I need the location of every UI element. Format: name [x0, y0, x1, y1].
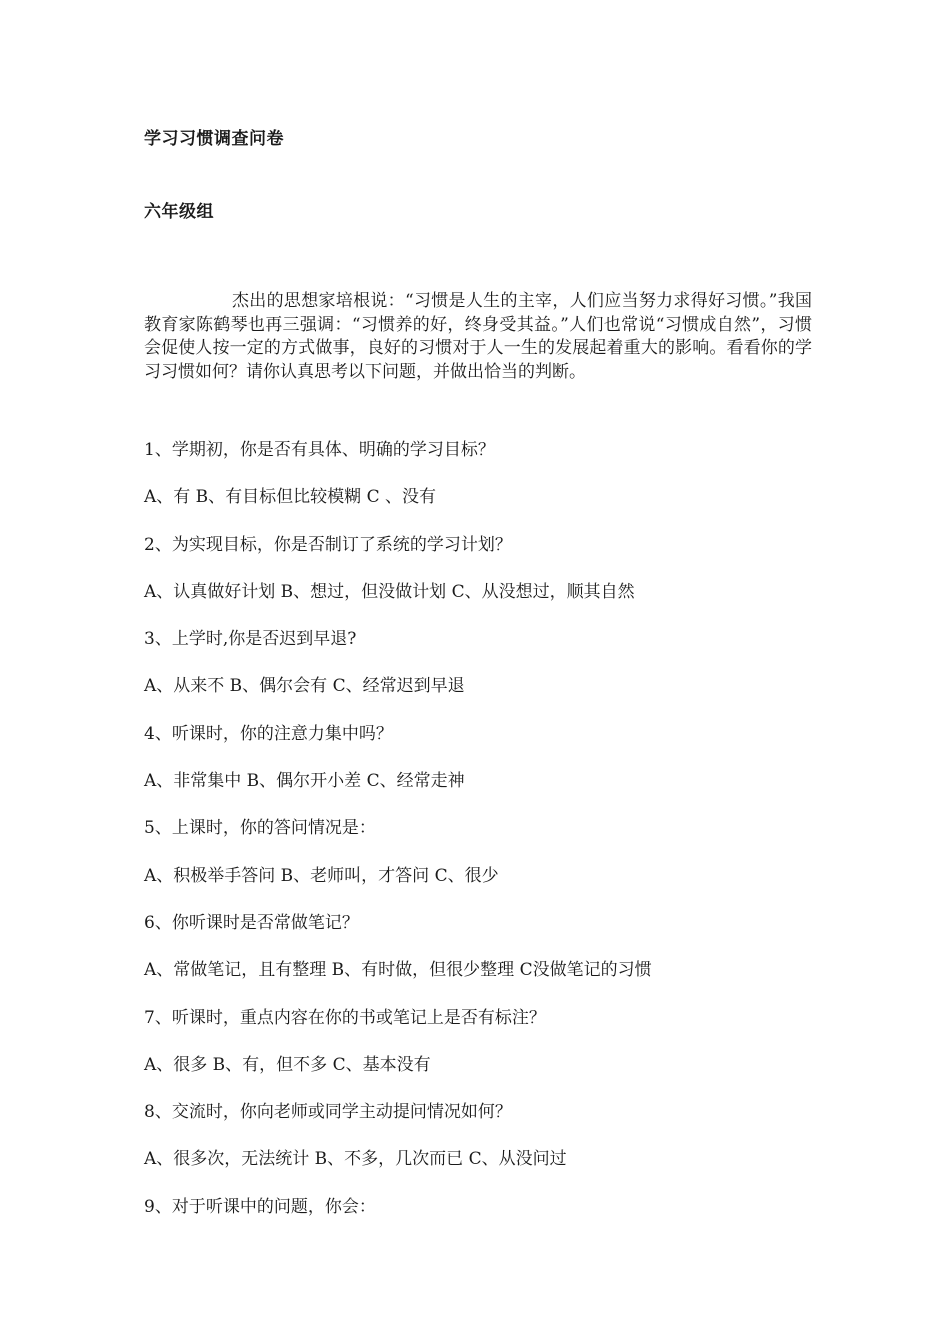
question-4: 4、听课时，你的注意力集中吗？ — [144, 723, 393, 744]
question-8: 8、交流时，你向老师或同学主动提问情况如何？ — [144, 1102, 512, 1123]
question-7: 7、听课时，重点内容在你的书或笔记上是否有标注？ — [144, 1007, 546, 1028]
options-6: A、常做笔记，且有整理 B、有时做，但很少整理 C没做笔记的习惯 — [144, 960, 652, 981]
question-1: 1、学期初，你是否有具体、明确的学习目标？ — [144, 440, 495, 460]
options-2: A、认真做好计划 B、想过，但没做计划 C、从没想过，顺其自然 — [144, 581, 635, 602]
options-1: A、有 B、有目标但比较模糊 C 、没有 — [144, 487, 436, 508]
question-2: 2、为实现目标，你是否制订了系统的学习计划？ — [144, 534, 512, 555]
question-5: 5、上课时，你的答问情况是： — [144, 818, 376, 839]
grade-group-label: 六年级组 — [144, 202, 214, 222]
intro-paragraph: 杰出的思想家培根说：“习惯是人生的主宰，人们应当努力求得好习惯。”我国教育家陈鹤琴也再三强调：“习惯养的好，终身受其益。”人们也常说“习惯成自然”，习惯会促使人按一定的方式做事，良好的习惯对于人一生的发展起着重大的影响。看看你的学习习惯如何？请你认真思考以下问题，并做出恰当的判断。 — [144, 291, 812, 382]
question-3: 3、上学时,你是否迟到早退? — [144, 629, 357, 650]
options-3: A、从来不 B、偶尔会有 C、经常迟到早退 — [144, 676, 465, 697]
options-8: A、很多次，无法统计 B、不多，几次而已 C、从没问过 — [144, 1149, 567, 1170]
document-title: 学习习惯调查问卷 — [144, 129, 284, 149]
options-7: A、很多 B、有，但不多 C、基本没有 — [144, 1054, 431, 1075]
question-list — [144, 438, 824, 1242]
question-6: 6、你听课时是否常做笔记？ — [144, 912, 359, 933]
options-5: A、积极举手答问 B、老师叫，才答问 C、很少 — [144, 865, 499, 886]
question-9: 9、对于听课中的问题，你会： — [144, 1196, 376, 1217]
options-4: A、非常集中 B、偶尔开小差 C、经常走神 — [144, 771, 465, 792]
